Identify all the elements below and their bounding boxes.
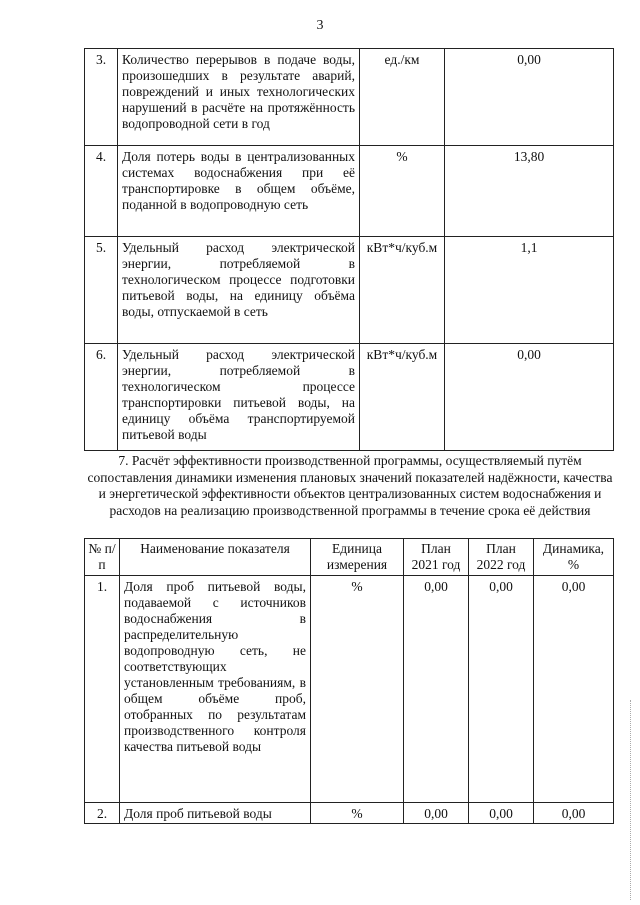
unit-cell: кВт*ч/куб.м (360, 344, 445, 451)
plan-2021-cell: 0,00 (404, 576, 469, 803)
table-row (85, 49, 614, 146)
header-plan-2022: План 2022 год (469, 539, 534, 576)
unit-cell: ед./км (360, 49, 445, 146)
row-number: 4. (85, 146, 118, 237)
row-number: 1. (85, 576, 120, 803)
header-num: № п/п (85, 539, 120, 576)
header-plan-2021: План 2021 год (404, 539, 469, 576)
margin-dotted-line (630, 700, 632, 900)
value-cell: 13,80 (445, 146, 614, 237)
plan-2022-cell: 0,00 (469, 576, 534, 803)
efficiency-table (84, 538, 614, 824)
dynamics-cell: 0,00 (534, 803, 614, 824)
indicator-name: Количество перерывов в подаче воды, произошедших в результате аварий, повреждений и иных технологических нарушений в расчёте на протяжённость водопроводной сети в год (118, 49, 360, 146)
value-cell: 0,00 (445, 49, 614, 146)
indicator-name: Доля потерь воды в централизованных системах водоснабжения при её транспортировке в общем объёме, поданной в водопроводную сеть (118, 146, 360, 237)
section-heading: 7. Расчёт эффективности производственной программы, осуществляемый путём сопоставления динамики изменения плановых значений показателей надёжности, качества и энергетической эффективности объектов централизованных систем водоснабжения и расходов на реализацию производственной программы в течение срока её действия (87, 453, 613, 518)
table-row (85, 803, 614, 824)
unit-cell: кВт*ч/куб.м (360, 237, 445, 344)
row-number: 2. (85, 803, 120, 824)
table-row (85, 344, 614, 451)
page-number: 3 (316, 18, 324, 33)
dynamics-cell: 0,00 (534, 576, 614, 803)
unit-cell: % (311, 576, 404, 803)
table-row (85, 576, 614, 803)
value-cell: 0,00 (445, 344, 614, 451)
unit-cell: % (311, 803, 404, 824)
header-name: Наименование показателя (120, 539, 311, 576)
table-row (85, 146, 614, 237)
indicators-table-continued (84, 48, 614, 451)
row-number: 3. (85, 49, 118, 146)
plan-2022-cell: 0,00 (469, 803, 534, 824)
indicator-name: Доля проб питьевой воды (120, 803, 311, 824)
header-unit: Единица измерения (311, 539, 404, 576)
indicator-name: Удельный расход электрической энергии, потребляемой в технологическом процессе подготовки питьевой воды, на единицу объёма воды, отпускаемой в сеть (118, 237, 360, 344)
header-dynamics: Динамика, % (534, 539, 614, 576)
row-number: 6. (85, 344, 118, 451)
indicator-name: Доля проб питьевой воды, подаваемой с источников водоснабжения в распределительную водопроводную сеть, не соответствующих установленным требованиям, в общем объёме проб, отобранных по результатам производственного контроля качества питьевой воды (120, 576, 311, 803)
table-header-row (85, 539, 614, 576)
row-number: 5. (85, 237, 118, 344)
table-row (85, 237, 614, 344)
plan-2021-cell: 0,00 (404, 803, 469, 824)
unit-cell: % (360, 146, 445, 237)
value-cell: 1,1 (445, 237, 614, 344)
indicator-name: Удельный расход электрической энергии, потребляемой в технологическом процессе транспортировки питьевой воды, на единицу объёма транспортируемой питьевой воды (118, 344, 360, 451)
